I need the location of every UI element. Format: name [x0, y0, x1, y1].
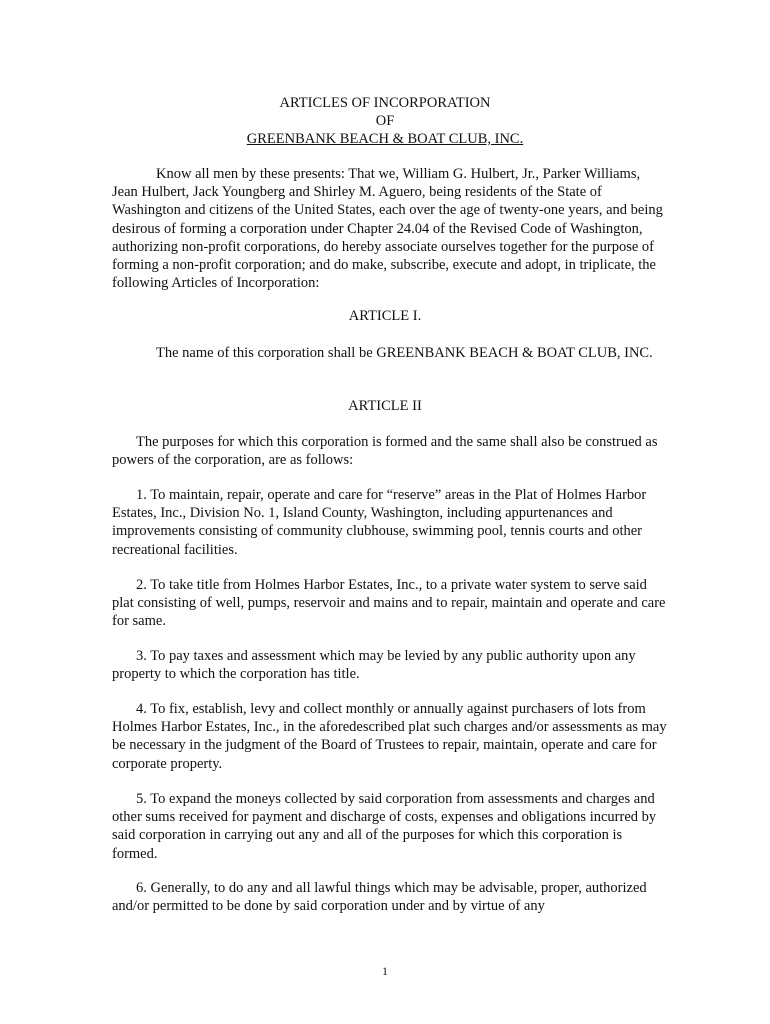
- title-line-2: OF: [375, 113, 395, 129]
- document-title: [0, 94, 770, 148]
- article-1-heading: ARTICLE I.: [348, 308, 422, 324]
- purpose-item-5: 5. To expand the moneys collected by said corporation from assessments and charges and other sums received for payment and discharge of costs, expenses and obligations incurred by said corporation in carrying out any and all of the purposes for which this corporation is formed.: [112, 791, 657, 862]
- intro-paragraph: Know all men by these presents: That we, William G. Hulbert, Jr., Parker Williams, Jean Hulbert, Jack Youngberg and Shirley M. Aguero, being residents of the State of Washington and citizens of the United States, each over the age of twenty-one years, and being desirous of forming a corporation under Chapter 24.04 of the Revised Code of Washington, authorizing non-profit corporations, do hereby associate ourselves together for the purpose of forming a non-profit corporation; and do make, subscribe, execute and adopt, in triplicate, the following Articles of Incorporation:: [112, 166, 663, 292]
- article-2-heading: ARTICLE II: [348, 398, 422, 414]
- purpose-item-1: 1. To maintain, repair, operate and care for “reserve” areas in the Plat of Holmes Harbor Estates, Inc., Division No. 1, Island County, Washington, including appurtenances and improvements consisting of community clubhouse, swimming pool, tennis courts and other recreational facilities.: [112, 487, 647, 558]
- title-line-3: GREENBANK BEACH & BOAT CLUB, INC.: [246, 131, 524, 147]
- article-1-text: The name of this corporation shall be GREENBANK BEACH & BOAT CLUB, INC.: [156, 345, 653, 361]
- purpose-item-2: 2. To take title from Holmes Harbor Estates, Inc., to a private water system to serve said plat consisting of well, pumps, reservoir and mains and to repair, maintain and operate and care for same.: [112, 577, 666, 630]
- article-2-intro: The purposes for which this corporation is formed and the same shall also be construed as powers of the corporation, are as follows:: [112, 434, 658, 469]
- purpose-item-4: 4. To fix, establish, levy and collect monthly or annually against purchasers of lots from Holmes Harbor Estates, Inc., in the aforedescribed plat such charges and/or assessments as may be necessary in the judgment of the Board of Trustees to repair, maintain, operate and care for corporate property.: [112, 701, 667, 772]
- title-line-1: ARTICLES OF INCORPORATION: [279, 95, 491, 111]
- page-number: 1: [382, 964, 388, 978]
- purpose-item-3: 3. To pay taxes and assessment which may be levied by any public authority upon any property to which the corporation has title.: [112, 648, 636, 683]
- purpose-item-6: 6. Generally, to do any and all lawful things which may be advisable, proper, authorized and/or permitted to be done by said corporation under and by virtue of any: [112, 880, 647, 915]
